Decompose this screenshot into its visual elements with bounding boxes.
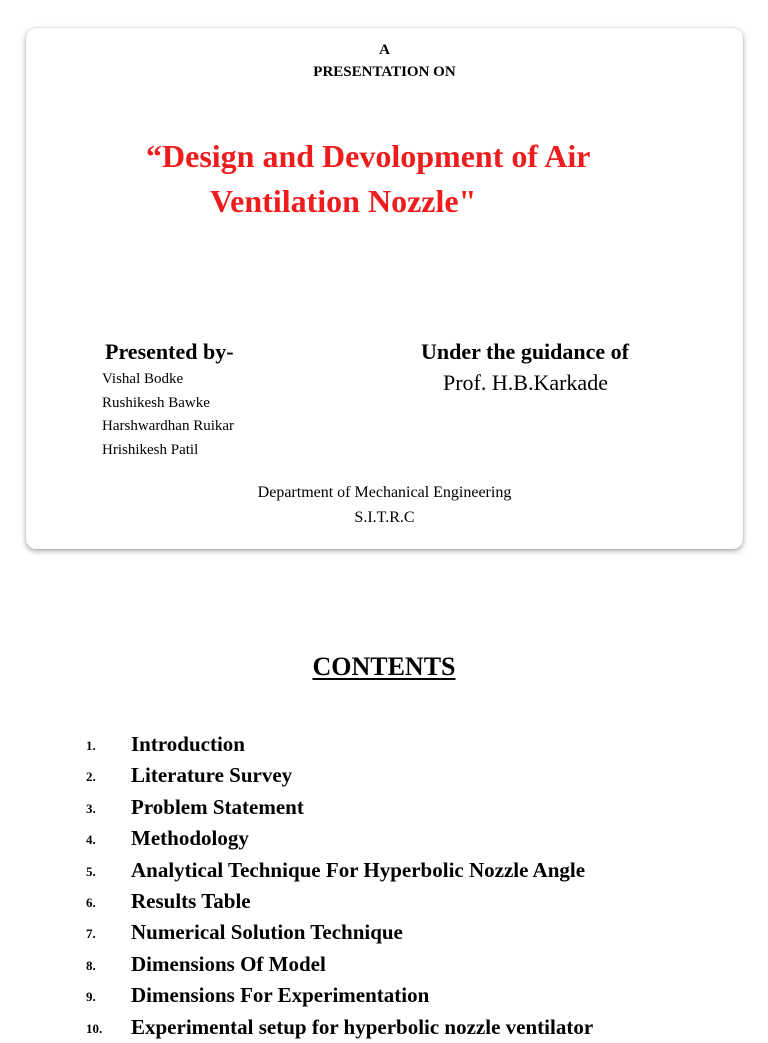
list-item-label: Methodology [131, 826, 249, 851]
slide-title [146, 134, 706, 224]
slide-line-presentation: PRESENTATION ON [313, 64, 456, 80]
list-item-number: 4. [86, 832, 96, 848]
list-item-number: 7. [86, 926, 96, 942]
list-item-number: 1. [86, 738, 96, 753]
list-item [0, 855, 768, 886]
college-name: S.I.T.R.C [354, 509, 415, 526]
contents-heading: CONTENTS [312, 652, 456, 681]
list-item [0, 949, 768, 980]
list-item-number: 6. [86, 894, 96, 910]
list-item-label: Experimental setup for hyperbolic nozzle ventilator [131, 1014, 594, 1039]
list-item-label: Dimensions For Experimentation [131, 983, 430, 1008]
title-slide [26, 28, 743, 549]
list-item [0, 1012, 768, 1043]
list-item-label: Results Table [131, 888, 251, 913]
list-item-label: Numerical Solution Technique [131, 920, 403, 945]
list-item [0, 760, 768, 791]
list-item-number: 10. [86, 1020, 103, 1036]
slide-line-a: A [379, 42, 390, 58]
contents-list [0, 729, 768, 1043]
department-name: Department of Mechanical Engineering [257, 484, 512, 501]
list-item-number: 3. [86, 800, 96, 816]
presenter-name: Hrishikesh Patil [102, 441, 199, 458]
list-item-label: Problem Statement [131, 794, 304, 819]
presenters-list [102, 368, 234, 462]
list-item [0, 980, 768, 1011]
list-item-label: Literature Survey [131, 763, 293, 788]
list-item [0, 886, 768, 917]
list-item [0, 917, 768, 948]
list-item [0, 729, 768, 760]
list-item-label: Introduction [131, 732, 245, 756]
list-item-number: 2. [86, 769, 96, 785]
list-item [0, 792, 768, 823]
list-item-number: 9. [86, 989, 96, 1005]
guide-name: Prof. H.B.Karkade [443, 370, 608, 395]
presenter-name: Rushikesh Bawke [102, 394, 210, 411]
list-item-number: 5. [86, 863, 96, 879]
slide-title-line2: Ventilation Nozzle" [210, 183, 477, 219]
presenter-name: Vishal Bodke [102, 371, 184, 387]
list-item-number: 8. [86, 957, 96, 973]
presenter-name: Harshwardhan Ruikar [102, 418, 235, 434]
list-item-label: Analytical Technique For Hyperbolic Nozzle Angle [131, 857, 586, 882]
list-item-label: Dimensions Of Model [131, 951, 326, 976]
slide-title-line1: “Design and Devolopment of Air [146, 138, 591, 174]
presented-by-heading: Presented by- [105, 339, 234, 364]
guidance-heading: Under the guidance of [421, 339, 629, 364]
list-item [0, 823, 768, 854]
